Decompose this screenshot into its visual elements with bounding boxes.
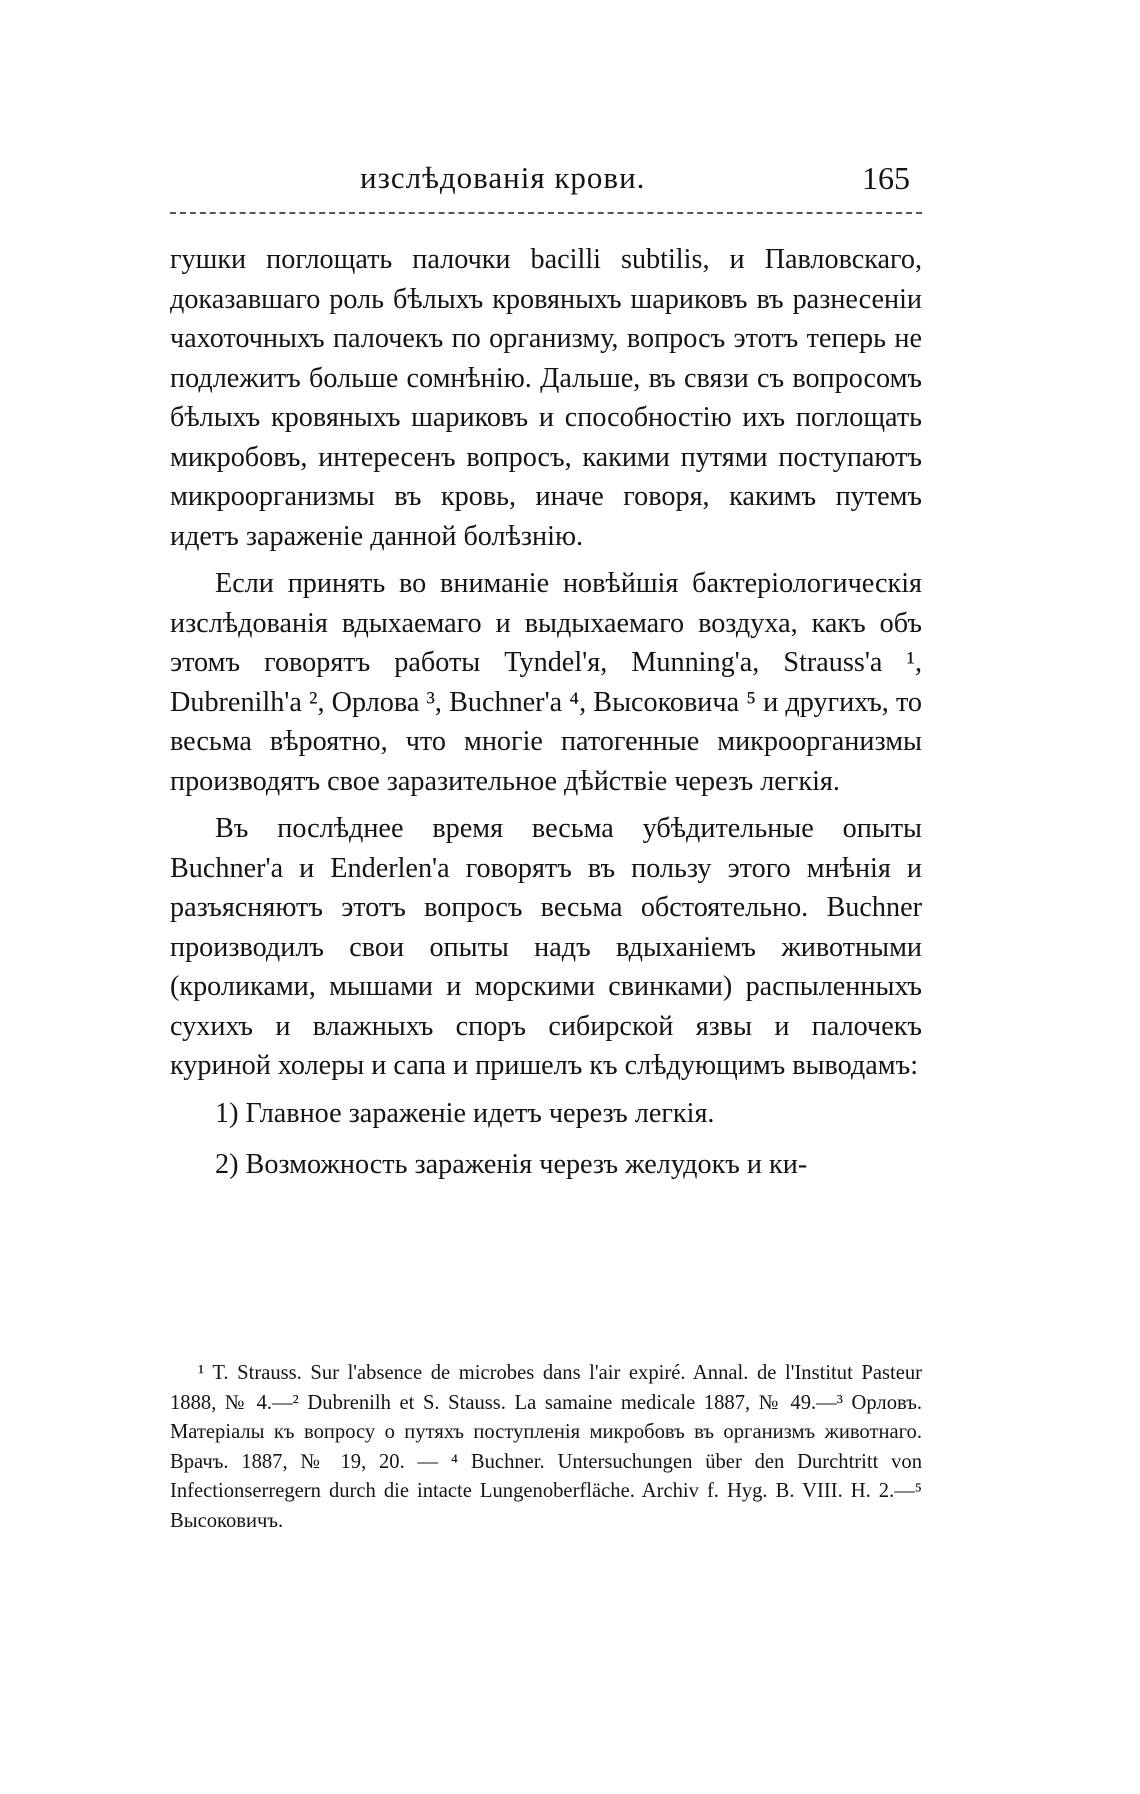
page-number: 165: [862, 160, 910, 196]
header-rule: [170, 212, 922, 214]
list-item-2: 2) Возможность зараженія черезъ желудокъ и ки-: [215, 1149, 808, 1180]
main-text: [170, 240, 922, 1185]
running-header: [170, 160, 922, 218]
paragraph-1: гушки поглощать палочки bacilli subtilis, и Павловскаго, доказавшаго роль бѣлыхъ кровяныхъ шариковъ въ разнесеніи чахоточныхъ палочекъ по организму, вопросъ этотъ теперь не подлежитъ больше сомнѣнію. Дальше, въ связи съ вопросомъ бѣлыхъ кровяныхъ шариковъ и способностію ихъ поглощать микробовъ, интересенъ вопросъ, какими путями поступаютъ микроорганизмы въ кровь, иначе говоря, какимъ путемъ идетъ зараженіе данной болѣзнію.: [170, 244, 922, 552]
paragraph-3: Въ послѣднее время весьма убѣдительные опыты Buchner'a и Enderlen'a говорятъ въ пользу этого мнѣнія и разъясняютъ этотъ вопросъ весьма обстоятельно. Buchner производилъ свои опыты надъ вдыханіемъ животными (кроликами, мышами и морскими свинками) распыленныхъ сухихъ и влажныхъ споръ сибирской язвы и палочекъ куриной холеры и сапа и пришелъ къ слѣдующимъ выводамъ:: [170, 813, 922, 1081]
list-item-1: 1) Главное зараженіе идетъ черезъ легкія.: [215, 1097, 715, 1129]
footnotes: [170, 1359, 922, 1536]
paragraph-2: Если принять во вниманіе новѣйшія бактеріологическія изслѣдованія вдыхаемаго и выдыхаемаго воздуха, какъ объ этомъ говорятъ работы Tyndel'я, Munning'a, Strauss'a ¹, Dubrenilh'a ², Орлова ³, Buchner'a ⁴, Высоковича ⁵ и другихъ, то весьма вѣроятно, что многіе патогенные микроорганизмы производятъ свое заразительное дѣйствіе черезъ легкія.: [170, 568, 922, 797]
footnote-text: ¹ T. Strauss. Sur l'absence de microbes dans l'air expiré. Annal. de l'Institut Pasteur 1888, № 4.—² Dubrenilh et S. Stauss. La samaine medicale 1887, № 49.—³ Орловъ. Матеріалы къ вопросу о путяхъ поступленія микробовъ въ организмъ животнаго. Врачъ. 1887, № 19, 20. — ⁴ Buchner. Untersuchungen über den Durchtritt von Infectionserregern durch die intacte Lungenoberfläche. Archiv f. Hyg. B. VIII. H. 2.—⁵ Высоковичъ.: [170, 1362, 922, 1532]
running-title: изслѣдованія крови.: [360, 160, 646, 195]
book-page: [170, 160, 922, 1185]
